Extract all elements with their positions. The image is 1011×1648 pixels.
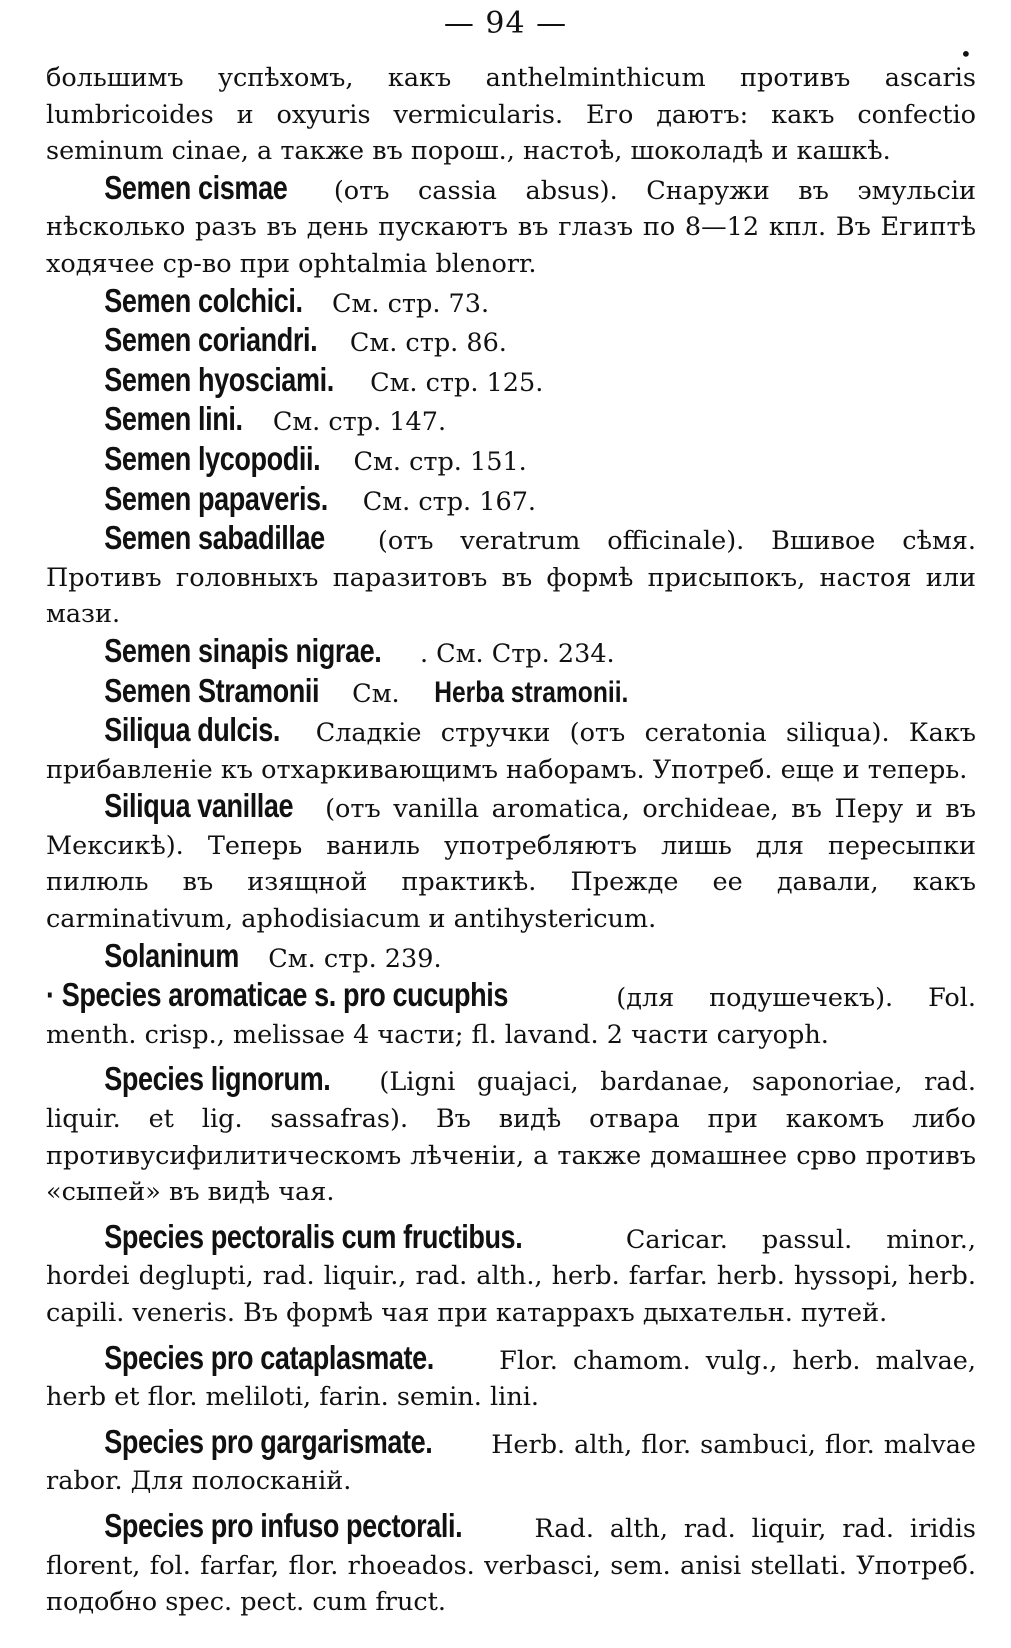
entry-semen-stramonii (46, 673, 976, 713)
entry-semen-colchici (46, 283, 976, 323)
entry-siliqua-dulcis (46, 712, 976, 788)
entry-semen-hyosciami (46, 362, 976, 402)
entry-solaninum (46, 938, 976, 978)
entry-species-lignorum (46, 1061, 976, 1210)
entry-text: (отъ veratrum officinale). Вшивое сѣмя. Противъ головныхъ паразитовъ въ формѣ присыпокъ, настоя или мази. (46, 526, 976, 630)
entry-text: . См. Стр. 234. (419, 638, 615, 669)
entry-text: (для подушечекъ). Fol. menth. crisp., melissae 4 части; fl. lavand. 2 части caryoph. (46, 983, 976, 1050)
entry-heading: Species pro cataplasmate. (104, 1338, 434, 1376)
entry-species-pro-infuso-pectorali (46, 1508, 976, 1621)
entry-text: Herb. alth, flor. sambuci, flor. malvae rabor. Для полосканiй. (46, 1429, 976, 1497)
print-speck: • (960, 42, 972, 66)
entry-semen-lycopodii (46, 441, 976, 481)
entry-species-aromaticae (46, 977, 976, 1053)
entry-heading: Semen sabadillae (104, 519, 325, 557)
page-body (46, 60, 976, 1621)
entry-text: См. стр. 125. (361, 367, 544, 398)
entry-text: (отъ vanilla aromatica, orchideae, въ Перу и въ Мексикѣ). Теперь ваниль употребляютъ лишь для пересыпки пилюль въ изящной практикѣ. Прежде ее давали, какъ carminativum, aphodisiacum и antihystericum. (46, 794, 976, 935)
entry-text: Rad. alth, rad. liquir, rad. iridis florent, fol. farfar, flor. rhoeados. verbasci, sem. anisi stellati. Употреб. подобно spec. pect. cum fruct. (46, 1513, 976, 1618)
entry-semen-coriandri (46, 322, 976, 362)
entry-heading: Semen lini. (104, 400, 243, 438)
entry-heading: Semen cismae (104, 168, 288, 206)
entry-heading: Species lignorum. (104, 1060, 331, 1098)
entry-heading: Semen hyosciami. (104, 360, 334, 398)
entry-heading: Siliqua dulcis. (104, 711, 281, 749)
entry-heading: Semen sinapis nigrae. (104, 631, 382, 669)
entry-text: См. стр. 86. (341, 328, 507, 359)
entry-text: См. стр. 167. (354, 486, 537, 517)
entry-semen-cismae (46, 170, 976, 283)
entry-text: большимъ успѣхомъ, какъ anthelminthicum противъ ascaris lumbricoides и oxyuris vermicularis. Его даютъ: какъ confectio seminum cinae, а также въ порош., настоѣ, шоколадѣ и кашкѣ. (46, 63, 976, 167)
entry-text: Flor. chamom. vulg., herb. malvae, herb et flor. meliloti, farin. semin. lini. (46, 1345, 976, 1413)
entry-continuation (46, 60, 976, 170)
entry-text: См. (344, 678, 408, 709)
entry-species-pro-cataplasmate (46, 1340, 976, 1416)
entry-heading: Semen coriandri. (104, 321, 318, 359)
entry-text: См. стр. 147. (264, 407, 447, 438)
entry-semen-sinapis-nigrae (46, 633, 976, 673)
entry-species-pectoralis (46, 1219, 976, 1332)
entry-text: (Ligni guajaci, bardanae, saponoriae, rad. liquir. et lig. sassafras). Въ видѣ отвара при какомъ либо противусифилитическомъ лѣченiи, а также домашнее срво противъ «сыпей» въ видѣ чая. (46, 1067, 976, 1208)
entry-heading: Species pectoralis cum fructibus. (104, 1217, 523, 1255)
entry-species-pro-gargarismate (46, 1424, 976, 1500)
entry-semen-lini (46, 401, 976, 441)
entry-semen-sabadillae (46, 520, 976, 633)
entry-text: Сладкiе стручки (отъ ceratonia siliqua). Какъ прибавленiе къ отхаркивающимъ наборамъ. Употреб. еще и теперь. (46, 718, 976, 785)
entry-heading: Siliqua vanillae (104, 787, 294, 825)
entry-semen-papaveris (46, 481, 976, 521)
entry-heading: Species pro infuso pectorali. (104, 1506, 463, 1544)
entry-heading: Semen papaveris. (104, 479, 328, 517)
page-number: — 94 — (443, 6, 568, 41)
entry-heading: · Species aromaticae s. pro cucuphis (46, 976, 508, 1014)
entry-text: (отъ cassia absus). Снаружи въ эмульсiи нѣсколько разъ въ день пускаютъ въ глазъ по 8—12 кпл. Въ Египтѣ ходячее ср-во при ophtalmia blenorr. (46, 175, 976, 279)
cross-reference-bold: Herba stramonii. (433, 675, 629, 709)
entry-heading: Semen colchici. (104, 281, 303, 319)
entry-heading: Solaninum (104, 936, 239, 974)
entry-text: Caricar. passul. minor., hordei deglupti, rad. liquir., rad. alth., herb. farfar. herb. hyssopi, herb. capili. veneris. Въ формѣ чая при катаррахъ дыхательн. путей. (46, 1224, 976, 1328)
entry-siliqua-vanillae (46, 788, 976, 937)
entry-heading: Semen lycopodii. (104, 439, 321, 477)
entry-heading: Semen Stramonii (104, 671, 320, 709)
entry-text: См. стр. 239. (260, 943, 442, 974)
entry-text: См. стр. 151. (345, 446, 527, 477)
entry-text: См. стр. 73. (323, 288, 490, 319)
entry-heading: Species pro gargarismate. (104, 1422, 433, 1460)
